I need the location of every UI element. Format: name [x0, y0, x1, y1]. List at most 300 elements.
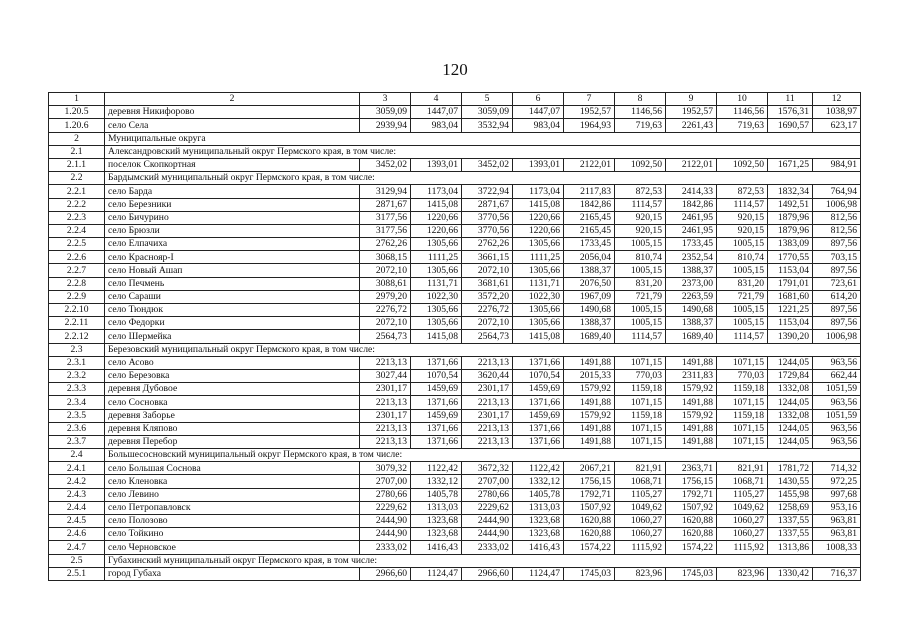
row-code: 2.4.6 — [49, 528, 105, 541]
value-cell: 1371,66 — [411, 396, 462, 409]
value-cell: 2444,90 — [360, 528, 411, 541]
value-cell: 1576,31 — [768, 106, 813, 119]
section-row — [49, 449, 861, 462]
value-cell: 1415,08 — [411, 198, 462, 211]
value-cell: 3027,44 — [360, 369, 411, 382]
value-cell: 3088,61 — [360, 277, 411, 290]
value-cell: 3661,15 — [462, 251, 513, 264]
value-cell: 719,63 — [717, 119, 768, 132]
value-cell: 2213,13 — [462, 435, 513, 448]
settlement-name: село Шермейка — [105, 330, 360, 343]
value-cell: 1068,71 — [615, 475, 666, 488]
value-cell: 1842,86 — [564, 198, 615, 211]
value-cell: 1332,08 — [768, 409, 813, 422]
value-cell: 1371,66 — [411, 435, 462, 448]
value-cell: 1332,12 — [411, 475, 462, 488]
row-code: 2.2.3 — [49, 211, 105, 224]
value-cell: 1220,66 — [513, 211, 564, 224]
value-cell: 1220,66 — [513, 224, 564, 237]
value-cell: 1332,08 — [768, 383, 813, 396]
settlement-name: село Кленовка — [105, 475, 360, 488]
value-cell: 2122,01 — [666, 158, 717, 171]
value-cell: 1115,92 — [615, 541, 666, 554]
value-cell: 2213,13 — [462, 422, 513, 435]
value-cell: 953,16 — [813, 501, 861, 514]
column-number: 9 — [666, 93, 717, 106]
value-cell: 1371,66 — [513, 356, 564, 369]
section-title: Березовский муниципальный округ Пермского края, в том числе: — [105, 343, 861, 356]
settlement-name: город Губаха — [105, 567, 360, 580]
table-row — [49, 264, 861, 277]
value-cell: 2015,33 — [564, 369, 615, 382]
value-cell: 2871,67 — [462, 198, 513, 211]
value-cell: 1173,04 — [513, 185, 564, 198]
section-title: Большесосновский муниципальный округ Пермского края, в том числе: — [105, 449, 861, 462]
value-cell: 1459,69 — [513, 409, 564, 422]
value-cell: 2072,10 — [360, 317, 411, 330]
value-cell: 2261,43 — [666, 119, 717, 132]
value-cell: 1114,57 — [615, 330, 666, 343]
value-cell: 3620,44 — [462, 369, 513, 382]
value-cell: 623,17 — [813, 119, 861, 132]
column-number: 7 — [564, 93, 615, 106]
value-cell: 1745,03 — [666, 567, 717, 580]
value-cell: 1060,27 — [717, 515, 768, 528]
value-cell: 984,91 — [813, 158, 861, 171]
value-cell: 1689,40 — [666, 330, 717, 343]
value-cell: 963,56 — [813, 356, 861, 369]
value-cell: 2301,17 — [462, 409, 513, 422]
value-cell: 897,56 — [813, 317, 861, 330]
value-cell: 1070,54 — [411, 369, 462, 382]
table-row — [49, 515, 861, 528]
table-row — [49, 462, 861, 475]
table-row — [49, 277, 861, 290]
row-code: 2.3.3 — [49, 383, 105, 396]
settlement-name: село Большая Соснова — [105, 462, 360, 475]
column-number: 5 — [462, 93, 513, 106]
value-cell: 1092,50 — [717, 158, 768, 171]
settlement-name: село Брюзли — [105, 224, 360, 237]
value-cell: 662,44 — [813, 369, 861, 382]
value-cell: 1792,71 — [666, 488, 717, 501]
value-cell: 1124,47 — [411, 567, 462, 580]
value-cell: 823,96 — [717, 567, 768, 580]
value-cell: 1244,05 — [768, 396, 813, 409]
value-cell: 770,03 — [717, 369, 768, 382]
value-cell: 897,56 — [813, 304, 861, 317]
value-cell: 1071,15 — [717, 356, 768, 369]
column-number: 2 — [105, 93, 360, 106]
value-cell: 1620,88 — [564, 528, 615, 541]
section-title: Александровский муниципальный округ Пермского края, в том числе: — [105, 145, 861, 158]
value-cell: 2979,20 — [360, 290, 411, 303]
value-cell: 872,53 — [615, 185, 666, 198]
value-cell: 1060,27 — [615, 528, 666, 541]
value-cell: 2165,45 — [564, 224, 615, 237]
value-cell: 721,79 — [717, 290, 768, 303]
section-row — [49, 554, 861, 567]
row-code: 2.2.9 — [49, 290, 105, 303]
value-cell: 1492,51 — [768, 198, 813, 211]
column-number: 11 — [768, 93, 813, 106]
table-row — [49, 211, 861, 224]
column-number: 6 — [513, 93, 564, 106]
value-cell: 1967,09 — [564, 290, 615, 303]
value-cell: 1620,88 — [564, 515, 615, 528]
row-code: 2.4 — [49, 449, 105, 462]
column-number-row — [49, 93, 861, 106]
value-cell: 1092,50 — [615, 158, 666, 171]
value-cell: 1153,04 — [768, 317, 813, 330]
row-code: 2.2.4 — [49, 224, 105, 237]
value-cell: 972,25 — [813, 475, 861, 488]
value-cell: 2363,71 — [666, 462, 717, 475]
value-cell: 1313,86 — [768, 541, 813, 554]
table-row — [49, 567, 861, 580]
value-cell: 2072,10 — [360, 264, 411, 277]
value-cell: 2966,60 — [462, 567, 513, 580]
row-code: 2.4.1 — [49, 462, 105, 475]
row-code: 2.2.7 — [49, 264, 105, 277]
value-cell: 1332,12 — [513, 475, 564, 488]
value-cell: 1371,66 — [411, 356, 462, 369]
value-cell: 1244,05 — [768, 422, 813, 435]
value-cell: 1258,69 — [768, 501, 813, 514]
value-cell: 1049,62 — [717, 501, 768, 514]
value-cell: 2414,33 — [666, 185, 717, 198]
value-cell: 3129,94 — [360, 185, 411, 198]
value-cell: 1071,15 — [615, 396, 666, 409]
value-cell: 3059,09 — [360, 106, 411, 119]
value-cell: 1071,15 — [717, 422, 768, 435]
settlement-name: село Березники — [105, 198, 360, 211]
value-cell: 2939,94 — [360, 119, 411, 132]
value-cell: 1008,33 — [813, 541, 861, 554]
value-cell: 1388,37 — [564, 317, 615, 330]
value-cell: 2076,50 — [564, 277, 615, 290]
value-cell: 1122,42 — [411, 462, 462, 475]
value-cell: 3532,94 — [462, 119, 513, 132]
row-code: 2.3 — [49, 343, 105, 356]
row-code: 2.1.1 — [49, 158, 105, 171]
value-cell: 1337,55 — [768, 528, 813, 541]
value-cell: 1447,07 — [513, 106, 564, 119]
value-cell: 2301,17 — [360, 409, 411, 422]
value-cell: 3770,56 — [462, 211, 513, 224]
value-cell: 1115,92 — [717, 541, 768, 554]
settlement-name: село Барда — [105, 185, 360, 198]
value-cell: 2461,95 — [666, 211, 717, 224]
settlement-name: деревня Дубовое — [105, 383, 360, 396]
value-cell: 1105,27 — [615, 488, 666, 501]
value-cell: 1124,47 — [513, 567, 564, 580]
value-cell: 1390,20 — [768, 330, 813, 343]
value-cell: 920,15 — [615, 224, 666, 237]
value-cell: 1146,56 — [615, 106, 666, 119]
value-cell: 2966,60 — [360, 567, 411, 580]
value-cell: 1071,15 — [717, 396, 768, 409]
settlement-name: село Левино — [105, 488, 360, 501]
table-row — [49, 369, 861, 382]
value-cell: 2564,73 — [462, 330, 513, 343]
value-cell: 1455,98 — [768, 488, 813, 501]
value-cell: 2213,13 — [360, 356, 411, 369]
value-cell: 2301,17 — [360, 383, 411, 396]
settlement-name: село Елпачиха — [105, 238, 360, 251]
value-cell: 1770,55 — [768, 251, 813, 264]
settlement-name: село Полозово — [105, 515, 360, 528]
value-cell: 2444,90 — [360, 515, 411, 528]
value-cell: 1114,57 — [615, 198, 666, 211]
value-cell: 1131,71 — [411, 277, 462, 290]
value-cell: 2871,67 — [360, 198, 411, 211]
value-cell: 1491,88 — [666, 422, 717, 435]
value-cell: 1745,03 — [564, 567, 615, 580]
value-cell: 1131,71 — [513, 277, 564, 290]
row-code: 2.3.1 — [49, 356, 105, 369]
value-cell: 2444,90 — [462, 528, 513, 541]
value-cell: 1507,92 — [564, 501, 615, 514]
page-number: 120 — [442, 60, 468, 79]
value-cell: 1832,34 — [768, 185, 813, 198]
value-cell: 2229,62 — [360, 501, 411, 514]
table-row — [49, 422, 861, 435]
value-cell: 1111,25 — [411, 251, 462, 264]
value-cell: 1415,08 — [513, 330, 564, 343]
value-cell: 1159,18 — [615, 409, 666, 422]
table-row — [49, 330, 861, 343]
value-cell: 2213,13 — [360, 435, 411, 448]
value-cell: 810,74 — [717, 251, 768, 264]
column-number: 4 — [411, 93, 462, 106]
value-cell: 1416,43 — [411, 541, 462, 554]
value-cell: 3059,09 — [462, 106, 513, 119]
value-cell: 2373,00 — [666, 277, 717, 290]
value-cell: 831,20 — [615, 277, 666, 290]
row-code: 2.1 — [49, 145, 105, 158]
settlement-name: поселок Скопкортная — [105, 158, 360, 171]
value-cell: 3452,02 — [360, 158, 411, 171]
value-cell: 2311,83 — [666, 369, 717, 382]
settlement-name: деревня Заборье — [105, 409, 360, 422]
settlement-name: деревня Перебор — [105, 435, 360, 448]
row-code: 1.20.5 — [49, 106, 105, 119]
value-cell: 1051,59 — [813, 409, 861, 422]
table-row — [49, 383, 861, 396]
settlement-name: село Черновское — [105, 541, 360, 554]
value-cell: 963,81 — [813, 528, 861, 541]
value-cell: 1005,15 — [615, 264, 666, 277]
value-cell: 2056,04 — [564, 251, 615, 264]
value-cell: 2333,02 — [360, 541, 411, 554]
value-cell: 716,37 — [813, 567, 861, 580]
value-cell: 1005,15 — [717, 304, 768, 317]
table-row — [49, 475, 861, 488]
value-cell: 3672,32 — [462, 462, 513, 475]
table-row — [49, 106, 861, 119]
value-cell: 1220,66 — [411, 224, 462, 237]
table-row — [49, 396, 861, 409]
value-cell: 3722,94 — [462, 185, 513, 198]
value-cell: 770,03 — [615, 369, 666, 382]
value-cell: 1038,97 — [813, 106, 861, 119]
settlement-name: село Краснояр-I — [105, 251, 360, 264]
value-cell: 831,20 — [717, 277, 768, 290]
value-cell: 1620,88 — [666, 515, 717, 528]
settlement-name: село Асово — [105, 356, 360, 369]
value-cell: 1430,55 — [768, 475, 813, 488]
value-cell: 1068,71 — [717, 475, 768, 488]
settlement-name: село Тюндюк — [105, 304, 360, 317]
value-cell: 821,91 — [615, 462, 666, 475]
value-cell: 1579,92 — [564, 409, 615, 422]
row-code: 2.2.5 — [49, 238, 105, 251]
value-cell: 1879,96 — [768, 224, 813, 237]
value-cell: 1114,57 — [717, 330, 768, 343]
value-cell: 1491,88 — [564, 422, 615, 435]
table-row — [49, 251, 861, 264]
value-cell: 1305,66 — [513, 317, 564, 330]
value-cell: 614,20 — [813, 290, 861, 303]
value-cell: 897,56 — [813, 264, 861, 277]
value-cell: 1022,30 — [513, 290, 564, 303]
value-cell: 1122,42 — [513, 462, 564, 475]
value-cell: 1620,88 — [666, 528, 717, 541]
value-cell: 2122,01 — [564, 158, 615, 171]
row-code: 2.2.12 — [49, 330, 105, 343]
table-row — [49, 317, 861, 330]
value-cell: 3770,56 — [462, 224, 513, 237]
value-cell: 1459,69 — [411, 409, 462, 422]
row-code: 2.3.7 — [49, 435, 105, 448]
value-cell: 2213,13 — [462, 356, 513, 369]
value-cell: 1173,04 — [411, 185, 462, 198]
value-cell: 1244,05 — [768, 356, 813, 369]
value-cell: 1313,03 — [513, 501, 564, 514]
value-cell: 1071,15 — [615, 422, 666, 435]
settlement-name: село Новый Ашап — [105, 264, 360, 277]
value-cell: 719,63 — [615, 119, 666, 132]
row-code: 2.2.8 — [49, 277, 105, 290]
value-cell: 1244,05 — [768, 435, 813, 448]
value-cell: 1111,25 — [513, 251, 564, 264]
value-cell: 1388,37 — [564, 264, 615, 277]
value-cell: 1005,15 — [615, 238, 666, 251]
row-code: 2.3.2 — [49, 369, 105, 382]
value-cell: 1879,96 — [768, 211, 813, 224]
value-cell: 1574,22 — [666, 541, 717, 554]
value-cell: 703,15 — [813, 251, 861, 264]
table-row — [49, 304, 861, 317]
table-row — [49, 541, 861, 554]
value-cell: 3079,32 — [360, 462, 411, 475]
row-code: 2.4.5 — [49, 515, 105, 528]
value-cell: 983,04 — [411, 119, 462, 132]
settlement-name: село Печмень — [105, 277, 360, 290]
value-cell: 3177,56 — [360, 224, 411, 237]
value-cell: 1005,15 — [717, 238, 768, 251]
table-row — [49, 356, 861, 369]
value-cell: 1689,40 — [564, 330, 615, 343]
value-cell: 1388,37 — [666, 317, 717, 330]
value-cell: 1305,66 — [411, 304, 462, 317]
value-cell: 2213,13 — [360, 396, 411, 409]
column-number: 3 — [360, 93, 411, 106]
row-code: 2.3.4 — [49, 396, 105, 409]
value-cell: 2707,00 — [360, 475, 411, 488]
settlement-name: село Сараши — [105, 290, 360, 303]
row-code: 2.2.1 — [49, 185, 105, 198]
settlement-name: деревня Кляпово — [105, 422, 360, 435]
value-cell: 3177,56 — [360, 211, 411, 224]
table-row — [49, 290, 861, 303]
value-cell: 2461,95 — [666, 224, 717, 237]
row-code: 2 — [49, 132, 105, 145]
value-cell: 920,15 — [717, 211, 768, 224]
value-cell: 1371,66 — [411, 422, 462, 435]
value-cell: 2263,59 — [666, 290, 717, 303]
value-cell: 1733,45 — [666, 238, 717, 251]
settlement-name: село Сосновка — [105, 396, 360, 409]
value-cell: 920,15 — [615, 211, 666, 224]
value-cell: 2707,00 — [462, 475, 513, 488]
value-cell: 872,53 — [717, 185, 768, 198]
tariff-table — [48, 92, 861, 581]
value-cell: 1305,66 — [513, 304, 564, 317]
table-row — [49, 185, 861, 198]
value-cell: 1305,66 — [513, 264, 564, 277]
value-cell: 714,32 — [813, 462, 861, 475]
value-cell: 1005,15 — [615, 304, 666, 317]
value-cell: 963,56 — [813, 435, 861, 448]
value-cell: 1305,66 — [411, 238, 462, 251]
row-code: 2.5.1 — [49, 567, 105, 580]
value-cell: 1579,92 — [666, 409, 717, 422]
row-code: 2.3.5 — [49, 409, 105, 422]
value-cell: 1070,54 — [513, 369, 564, 382]
section-row — [49, 343, 861, 356]
value-cell: 1405,78 — [411, 488, 462, 501]
value-cell: 2213,13 — [360, 422, 411, 435]
value-cell: 1491,88 — [666, 396, 717, 409]
section-row — [49, 132, 861, 145]
value-cell: 983,04 — [513, 119, 564, 132]
value-cell: 1221,25 — [768, 304, 813, 317]
column-number: 12 — [813, 93, 861, 106]
settlement-name: село Березовка — [105, 369, 360, 382]
value-cell: 1330,42 — [768, 567, 813, 580]
value-cell: 1071,15 — [717, 435, 768, 448]
value-cell: 1733,45 — [564, 238, 615, 251]
section-title: Губахинский муниципальный округ Пермского края, в том числе: — [105, 554, 861, 567]
table-row — [49, 528, 861, 541]
value-cell: 997,68 — [813, 488, 861, 501]
value-cell: 1371,66 — [513, 435, 564, 448]
value-cell: 1071,15 — [615, 435, 666, 448]
value-cell: 1337,55 — [768, 515, 813, 528]
table-row — [49, 488, 861, 501]
value-cell: 1323,68 — [411, 528, 462, 541]
value-cell: 3572,20 — [462, 290, 513, 303]
section-row — [49, 172, 861, 185]
row-code: 2.2.11 — [49, 317, 105, 330]
value-cell: 1006,98 — [813, 330, 861, 343]
value-cell: 1459,69 — [513, 383, 564, 396]
section-title: Бардымский муниципальный округ Пермского края, в том числе: — [105, 172, 861, 185]
column-number: 10 — [717, 93, 768, 106]
value-cell: 1146,56 — [717, 106, 768, 119]
